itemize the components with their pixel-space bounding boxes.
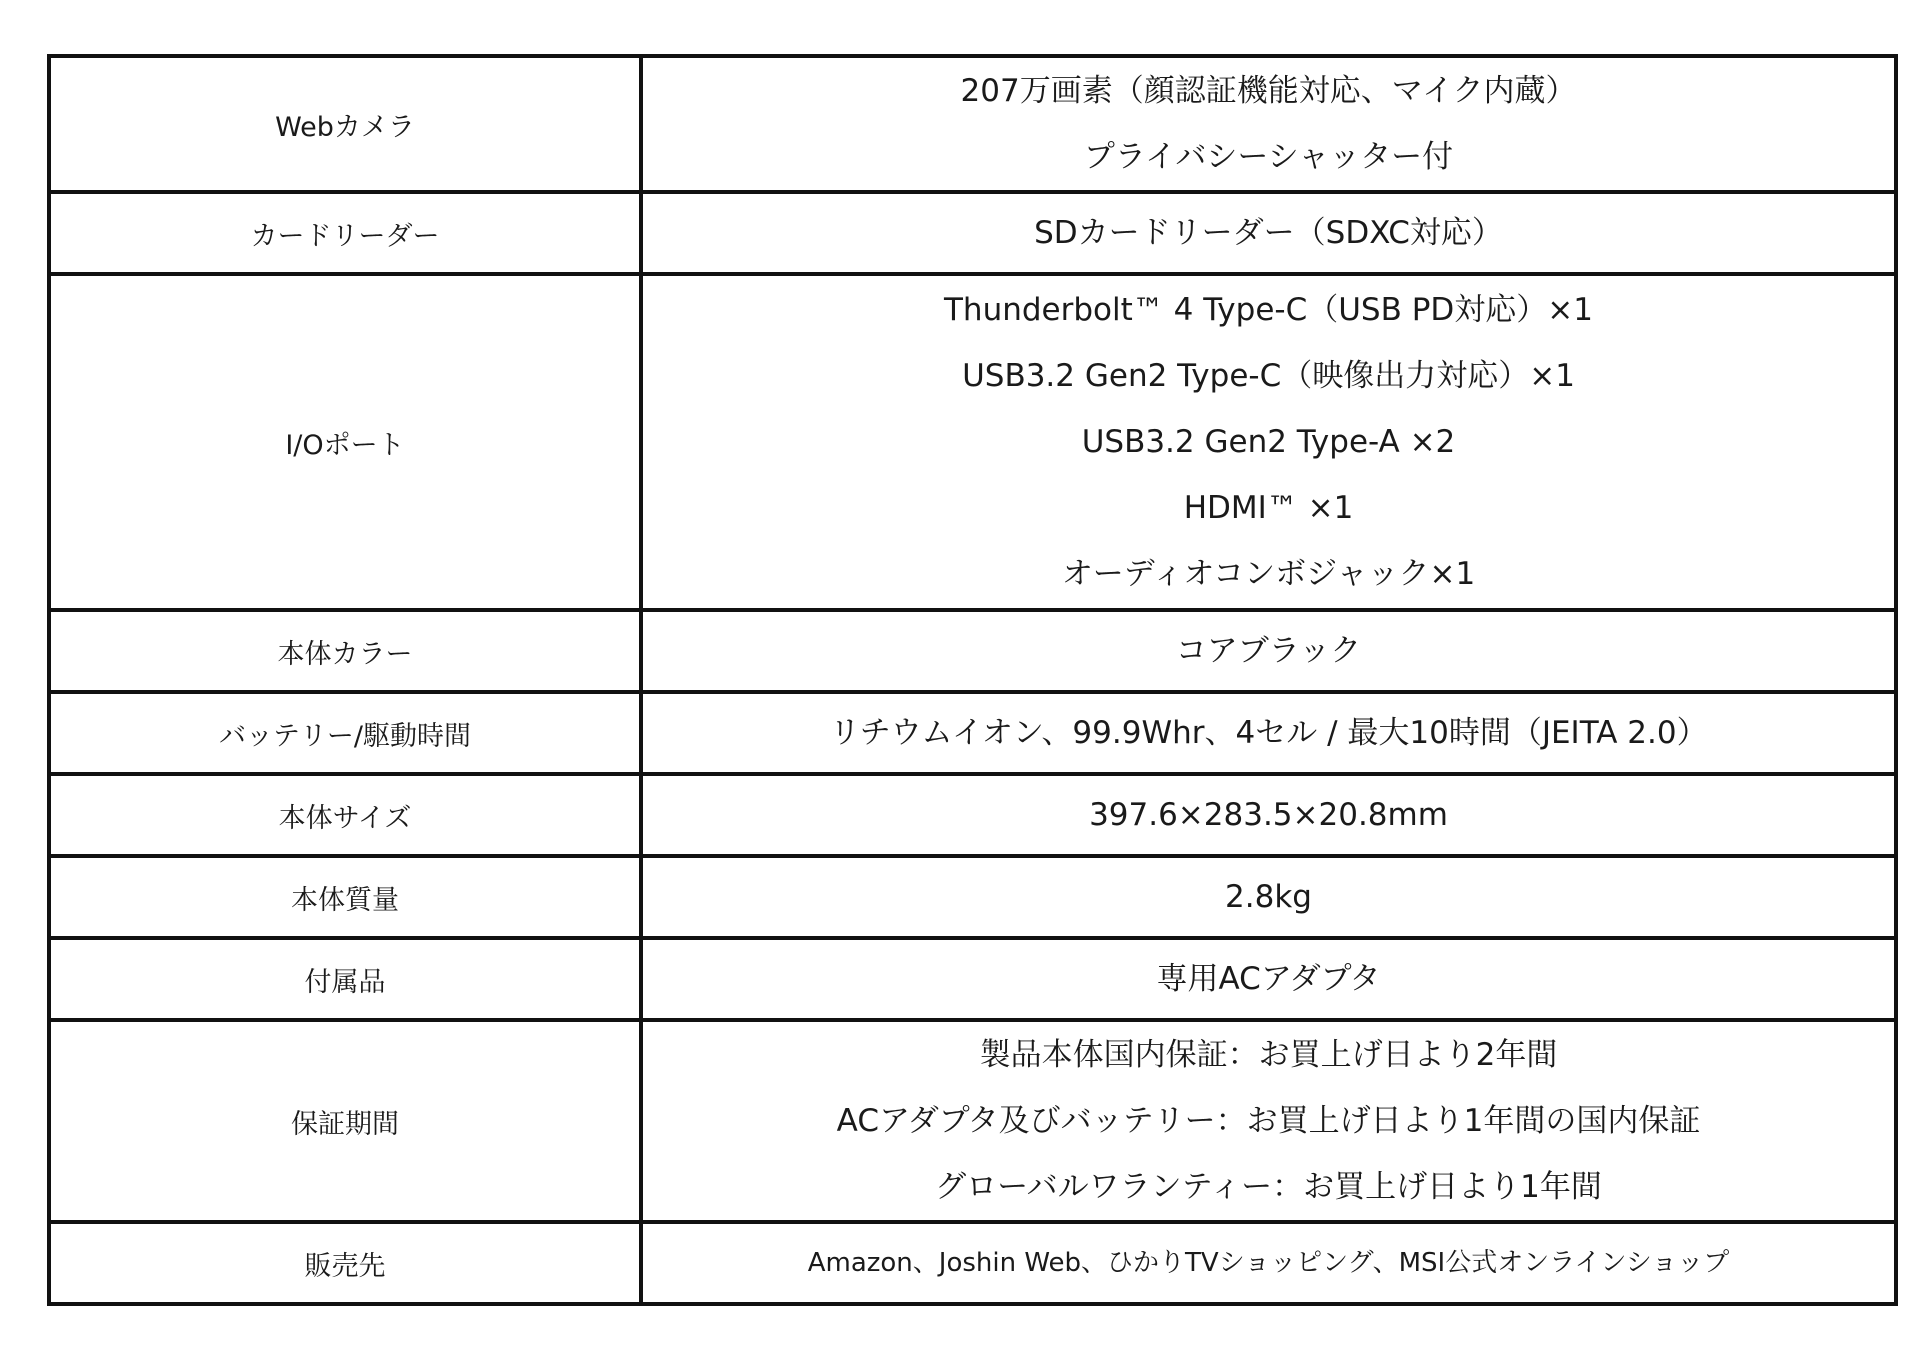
row-value [641, 56, 1896, 192]
row-label: 販売先 [49, 1222, 641, 1304]
value-line: プライバシーシャッター付 [1083, 139, 1454, 175]
row-label: 本体質量 [49, 856, 641, 938]
row-label: 付属品 [49, 938, 641, 1020]
value-line: Amazon、Joshin Web、ひかりTVショッピング、MSI公式オンラインショップ [807, 1248, 1730, 1278]
value-line: Thunderbolt™ 4 Type-C（USB PD対応）×1 [943, 292, 1593, 328]
row-label: 本体サイズ [49, 774, 641, 856]
value-line: USB3.2 Gen2 Type-C（映像出力対応）×1 [962, 358, 1575, 394]
table-row-warranty [49, 1020, 1896, 1222]
row-label: バッテリー/駆動時間 [49, 692, 641, 774]
value-line: 397.6×283.5×20.8mm [1089, 797, 1448, 833]
table-row-card-reader [49, 192, 1896, 274]
row-value [641, 856, 1896, 938]
table-row-io-ports [49, 274, 1896, 610]
table-row-accessories [49, 938, 1896, 1020]
row-label: I/Oポート [49, 274, 641, 610]
value-line: 製品本体国内保証：お買上げ日より2年間 [979, 1037, 1558, 1073]
row-value [641, 938, 1896, 1020]
row-value [641, 610, 1896, 692]
row-value [641, 192, 1896, 274]
row-label: 本体カラー [49, 610, 641, 692]
table-row-webcam [49, 56, 1896, 192]
row-label: 保証期間 [49, 1020, 641, 1222]
value-line: グローバルワランティー：お買上げ日より1年間 [935, 1169, 1602, 1205]
row-value [641, 274, 1896, 610]
table-row-body-color [49, 610, 1896, 692]
value-line: 2.8kg [1225, 879, 1312, 915]
row-value [641, 1222, 1896, 1304]
value-line: 専用ACアダプタ [1156, 961, 1381, 997]
row-value [641, 774, 1896, 856]
table-row-body-size [49, 774, 1896, 856]
row-label: カードリーダー [49, 192, 641, 274]
row-value [641, 692, 1896, 774]
spec-table [47, 54, 1898, 1306]
value-line: SDカードリーダー（SDXC対応） [1034, 215, 1503, 251]
value-line: USB3.2 Gen2 Type-A ×2 [1081, 424, 1456, 460]
value-line: コアブラック [1175, 633, 1362, 669]
value-line: オーディオコンボジャック×1 [1061, 556, 1476, 592]
table-row-body-weight [49, 856, 1896, 938]
value-line: リチウムイオン、99.9Whr、4セル / 最大10時間（JEITA 2.0） [829, 715, 1708, 751]
row-value [641, 1020, 1896, 1222]
value-line: HDMI™ ×1 [1183, 490, 1354, 526]
value-line: 207万画素（顔認証機能対応、マイク内蔵） [960, 73, 1577, 109]
row-label: Webカメラ [49, 56, 641, 192]
table-row-retailers [49, 1222, 1896, 1304]
value-line: ACアダプタ及びバッテリー：お買上げ日より1年間の国内保証 [836, 1103, 1701, 1139]
table-row-battery [49, 692, 1896, 774]
